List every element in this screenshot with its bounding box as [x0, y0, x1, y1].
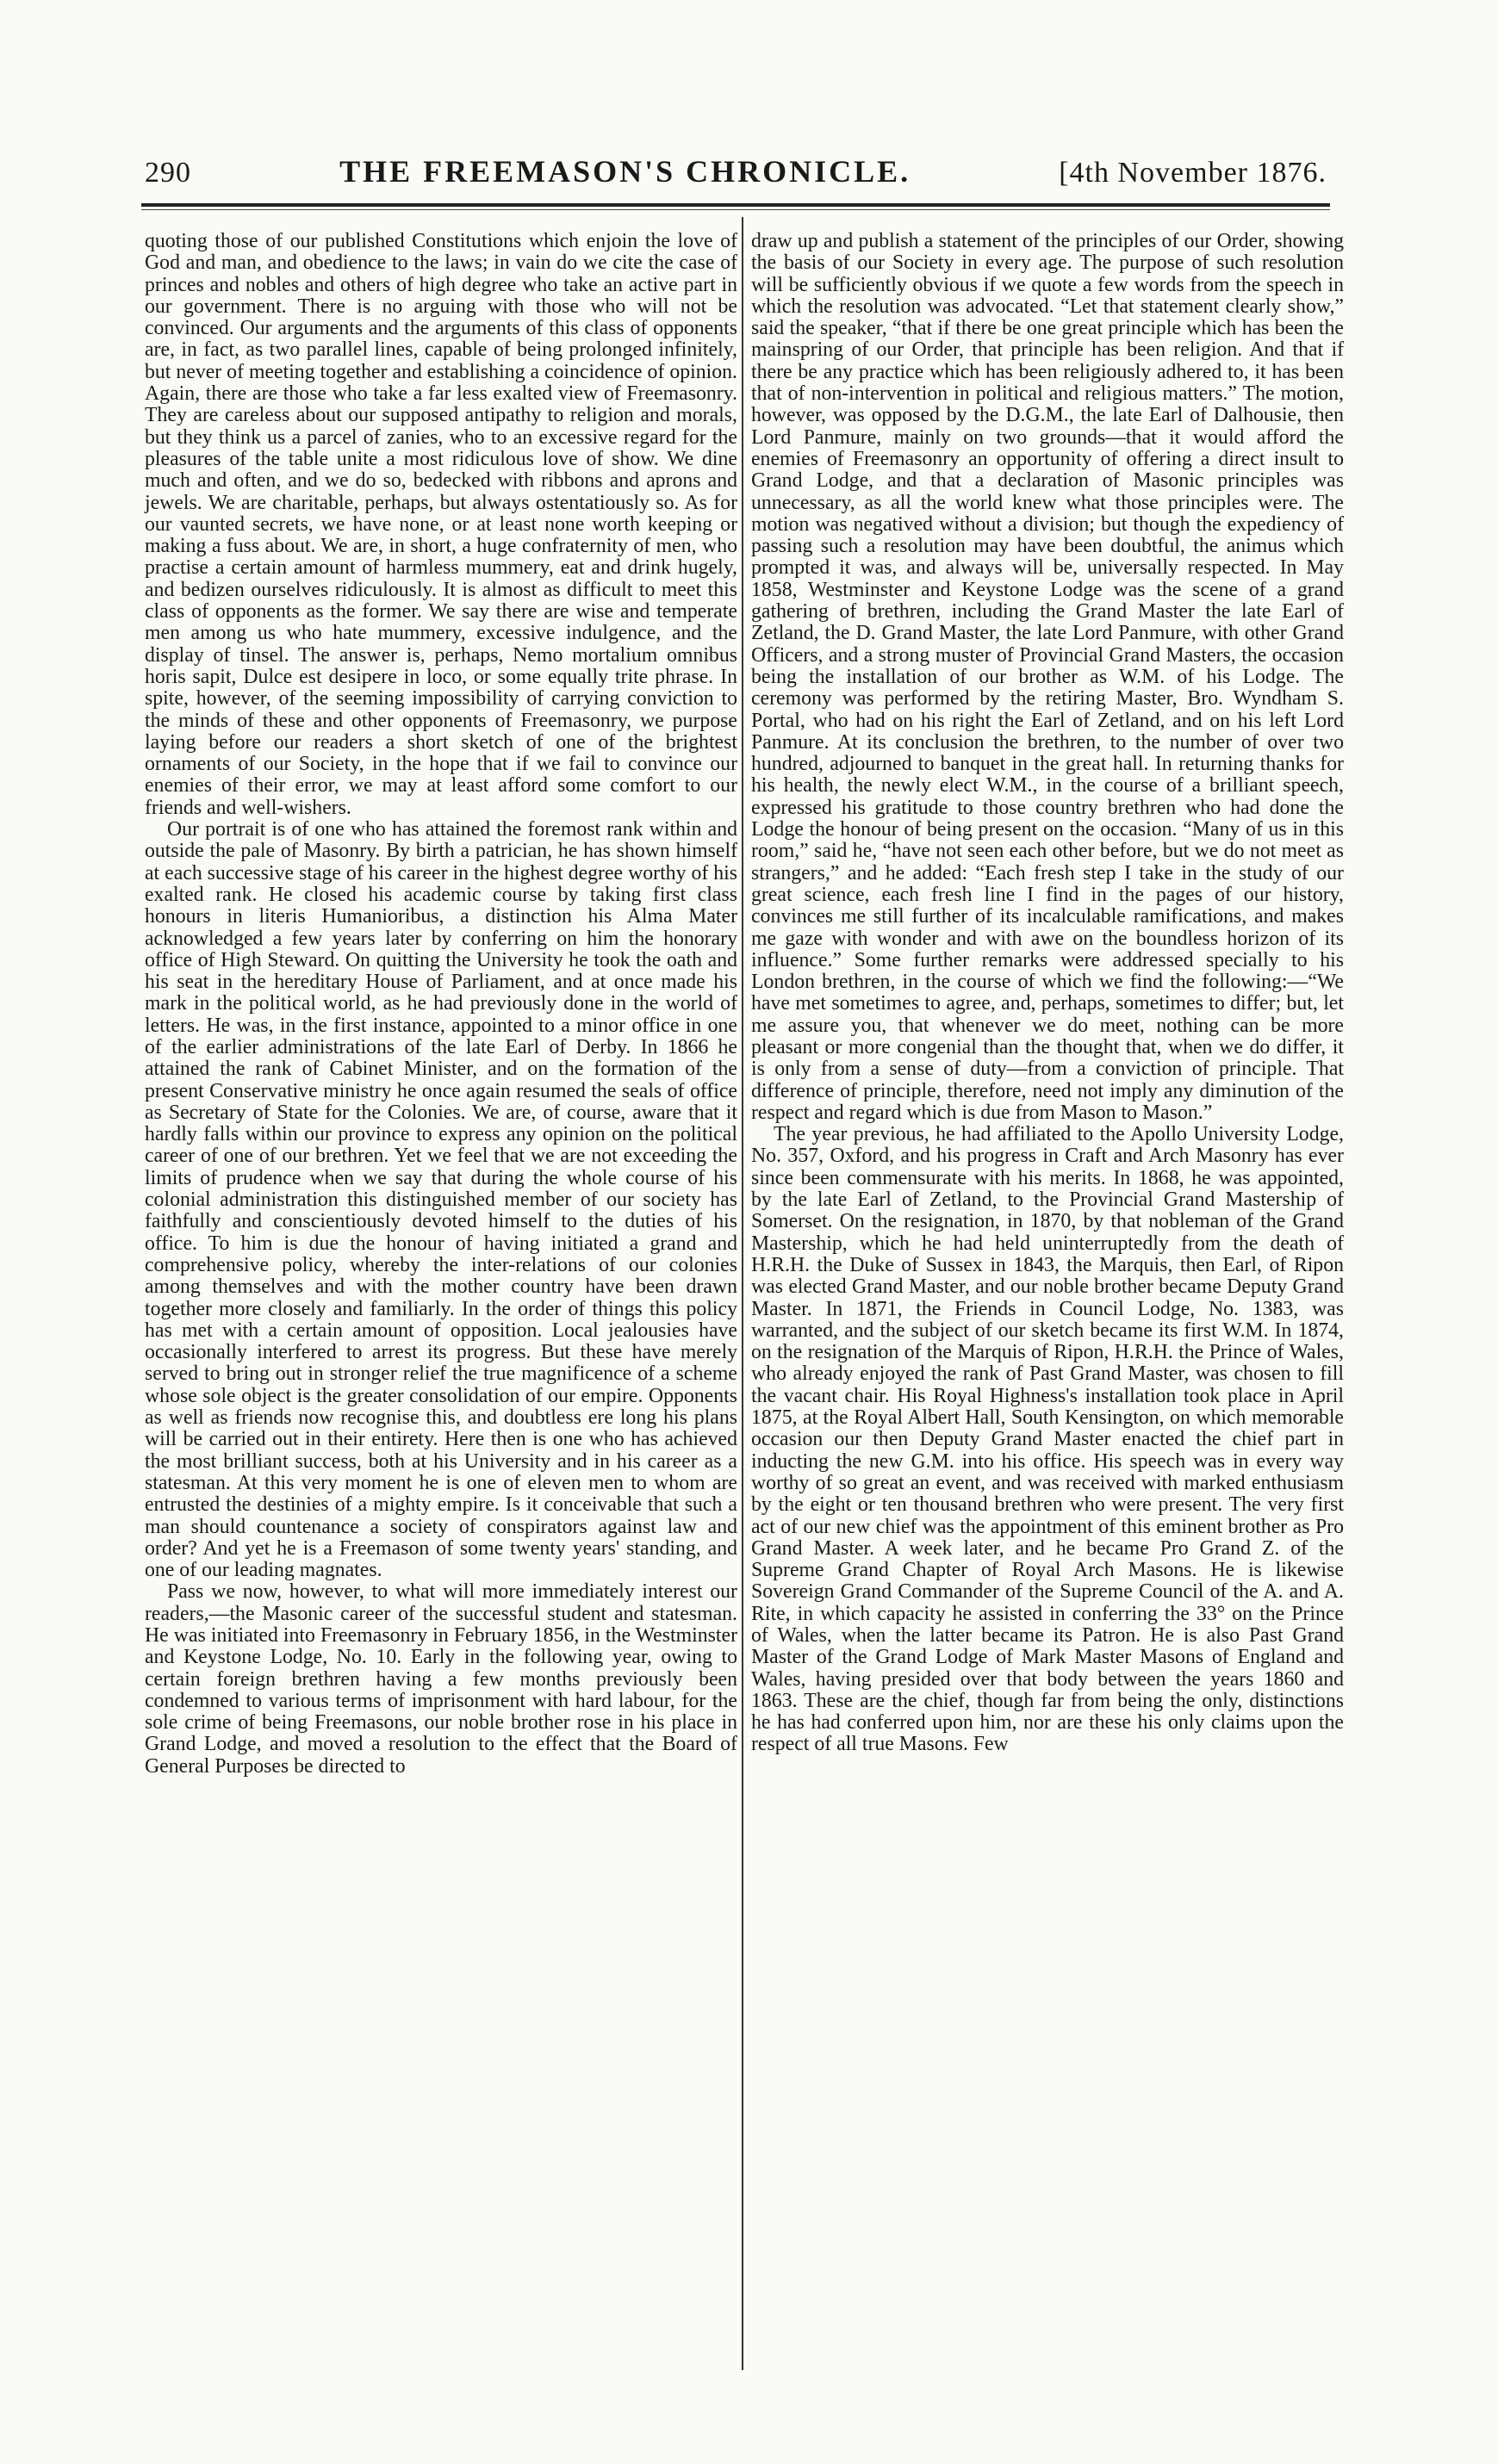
- right-paragraph-1: draw up and publish a statement of the principles of our Order, showing the basis of our Society in every age. The purpose of such resolution will be sufficiently obvious if we quote a few words from the speech in which the resolution was advocated. “Let that statement clearly show,” said the speaker, “that if there be one great principle which has been the mainspring of our Order, that principle has been religion. And that if there be any practice which has been religiously adhered to, it has been that of non-intervention in political and religious matters.” The motion, however, was opposed by the D.G.M., the late Earl of Dalhousie, then Lord Panmure, mainly on two grounds—that it would afford the enemies of Freemasonry an opportunity of offering a direct insult to Grand Lodge, and that a declaration of Masonic principles was unnecessary, as all the world knew what those principles were. The motion was negatived without a division; but though the expediency of passing such a resolution may have been doubtful, the animus which prompted it was, and always will be, universally respected. In May 1858, Westminster and Keystone Lodge was the scene of a grand gathering of brethren, including the Grand Master the late Earl of Zetland, the D. Grand Master, the late Lord Panmure, with other Grand Officers, and a strong muster of Provincial Grand Masters, the occasion being the installation of our brother as W.M. of his Lodge. The ceremony was performed by the retiring Master, Bro. Wyndham S. Portal, who had on his right the Earl of Zetland, and on his left Lord Panmure. At its conclusion the brethren, to the number of over two hundred, adjourned to banquet in the great hall. In returning thanks for his health, the newly elect W.M., in the course of a brilliant speech, expressed his gratitude to those country brethren who had done the Lodge the honour of being present on the occasion. “Many of us in this room,” said he, “have not seen each other before, but we do not meet as strangers,” and he added: “Each fresh step I take in the study of our great science, each fresh line I find in the pages of our history, convinces me still further of its incalculable ramifications, and makes me gaze with wonder and with awe on the boundless horizon of its influence.” Some further remarks were addressed specially to his London brethren, in the course of which we find the following:—“We have met sometimes to agree, and, perhaps, sometimes to differ; but, let me assure you, that whenever we do meet, nothing can be more pleasant or more congenial than the thought that, when we do differ, it is only from a sense of duty—from a conviction of principle. That difference of principle, therefore, need not imply any diminution of the respect and regard which is due from Mason to Mason.”: [751, 230, 1344, 1124]
- header-rule-thin: [141, 209, 1330, 210]
- left-paragraph-2: Our portrait is of one who has attained the foremost rank within and outside the pale of Masonry. By birth a patrician, he has shown himself at each successive stage of his career in the highest degree worthy of his exalted rank. He closed his academic course by taking first class honours in literis Humanioribus, a distinction his Alma Mater acknowledged a few years later by conferring on him the honorary office of High Steward. On quitting the University he took the oath and his seat in the hereditary House of Parliament, and at once made his mark in the political world, as he had previously done in the world of letters. He was, in the first instance, appointed to a minor office in one of the earlier administrations of the late Earl of Derby. In 1866 he attained the rank of Cabinet Minister, and on the formation of the present Conservative ministry he once again resumed the seals of office as Secretary of State for the Colonies. We are, of course, aware that it hardly falls within our province to express any opinion on the political career of one of our brethren. Yet we feel that we are not exceeding the limits of prudence when we say that during the whole course of his colonial administration this distinguished member of our society has faithfully and conscientiously devoted himself to the duties of his office. To him is due the honour of having initiated a grand and comprehensive policy, whereby the inter-relations of our colonies among themselves and with the mother country have been drawn together more closely and familiarly. In the order of things this policy has met with a certain amount of opposition. Local jealousies have occasionally interfered to arrest its progress. But these have merely served to bring out in stronger relief the true magnificence of a scheme whose sole object is the greater consolidation of our empire. Opponents as well as friends now recognise this, and doubtless ere long his plans will be carried out in their entirety. Here then is one who has achieved the most brilliant success, both at his University and in his career as a statesman. At this very moment he is one of eleven men to whom are entrusted the destinies of a mighty empire. Is it conceivable that such a man should countenance a society of conspirators against law and order? And yet he is a Freemason of some twenty years' standing, and one of our leading magnates.: [145, 818, 737, 1582]
- left-paragraph-3: Pass we now, however, to what will more immediately interest our readers,—the Masonic career of the successful student and statesman. He was initiated into Freemasonry in February 1856, in the Westminster and Keystone Lodge, No. 10. Early in the following year, owing to certain foreign brethren having a few months previously been condemned to various terms of imprisonment with hard labour, for the sole crime of being Freemasons, our noble brother rose in his place in Grand Lodge, and moved a resolution to the effect that the Board of General Purposes be directed to: [145, 1580, 737, 1778]
- masthead: [145, 153, 1327, 196]
- column-divider: [742, 217, 743, 2370]
- left-column: [145, 231, 737, 1778]
- left-paragraph-1: quoting those of our published Constitutions which enjoin the love of God and man, and obedience to the laws; in vain do we cite the case of princes and nobles and others of high degree who take an active part in our government. There is no arguing with those who will not be convinced. Our arguments and the arguments of this class of opponents are, in fact, as two parallel lines, capable of being prolonged infinitely, but never of meeting together and establishing a coincidence of opinion. Again, there are those who take a far less exalted view of Freemasonry. They are careless about our supposed antipathy to religion and morals, but they think us a parcel of zanies, who to an excessive regard for the pleasures of the table unite a most ridiculous love of show. We dine much and often, and we do so, bedecked with ribbons and aprons and jewels. We are charitable, perhaps, but always ostentatiously so. As for our vaunted secrets, we have none, or at least none worth keeping or making a fuss about. We are, in short, a huge confraternity of men, who practise a certain amount of harmless mummery, eat and drink hugely, and bedizen ourselves ridiculously. It is almost as difficult to meet this class of opponents as the former. We say there are wise and temperate men among us who hate mummery, excessive indulgence, and the display of tinsel. The answer is, perhaps, Nemo mortalium omnibus horis sapit, Dulce est desipere in loco, or some equally trite phrase. In spite, however, of the seeming impossibility of carrying conviction to the minds of these and other opponents of Freemasonry, we purpose laying before our readers a short sketch of one of the brightest ornaments of our Society, in the hope that if we fail to convince our enemies of their error, we may at least afford some comfort to our friends and well-wishers.: [145, 230, 737, 819]
- issue-date: [4th November 1876.: [1059, 157, 1327, 189]
- right-paragraph-2: The year previous, he had affiliated to the Apollo University Lodge, No. 357, Oxford, and his progress in Craft and Arch Masonry has ever since been commensurate with his merits. In 1868, he was appointed, by the late Earl of Zetland, to the Provincial Grand Mastership of Somerset. On the resignation, in 1870, by that nobleman of the Grand Mastership, which he had held uninterruptedly from the death of H.R.H. the Duke of Sussex in 1843, the Marquis, then Earl, of Ripon was elected Grand Master, and our noble brother became Deputy Grand Master. In 1871, the Friends in Council Lodge, No. 1383, was warranted, and the subject of our sketch became its first W.M. In 1874, on the resignation of the Marquis of Ripon, H.R.H. the Prince of Wales, who already enjoyed the rank of Past Grand Master, was chosen to fill the vacant chair. His Royal Highness's installation took place in April 1875, at the Royal Albert Hall, South Kensington, on which memorable occasion our then Deputy Grand Master enacted the chief part in inducting the new G.M. into his office. His speech was in every way worthy of so great an event, and was received with marked enthusiasm by the eight or ten thousand brethren who were present. The very first act of our new chief was the appointment of this eminent brother as Pro Grand Master. A week later, and he became Pro Grand Z. of the Supreme Grand Chapter of Royal Arch Masons. He is likewise Sovereign Grand Commander of the Supreme Council of the A. and A. Rite, in which capacity he assisted in conferring the 33° on the Prince of Wales, when the latter became its Patron. He is also Past Grand Master of the Grand Lodge of Mark Master Masons of England and Wales, having presided over that body between the years 1860 and 1863. These are the chief, though far from being the only, distinctions he has had conferred upon him, nor are these his only claims upon the respect of all true Masons. Few: [751, 1123, 1344, 1756]
- page-number: 290: [145, 157, 191, 189]
- header-rule-thick: [141, 203, 1330, 207]
- right-column: [751, 231, 1344, 1756]
- paper-title: THE FREEMASON'S CHRONICLE.: [339, 154, 911, 189]
